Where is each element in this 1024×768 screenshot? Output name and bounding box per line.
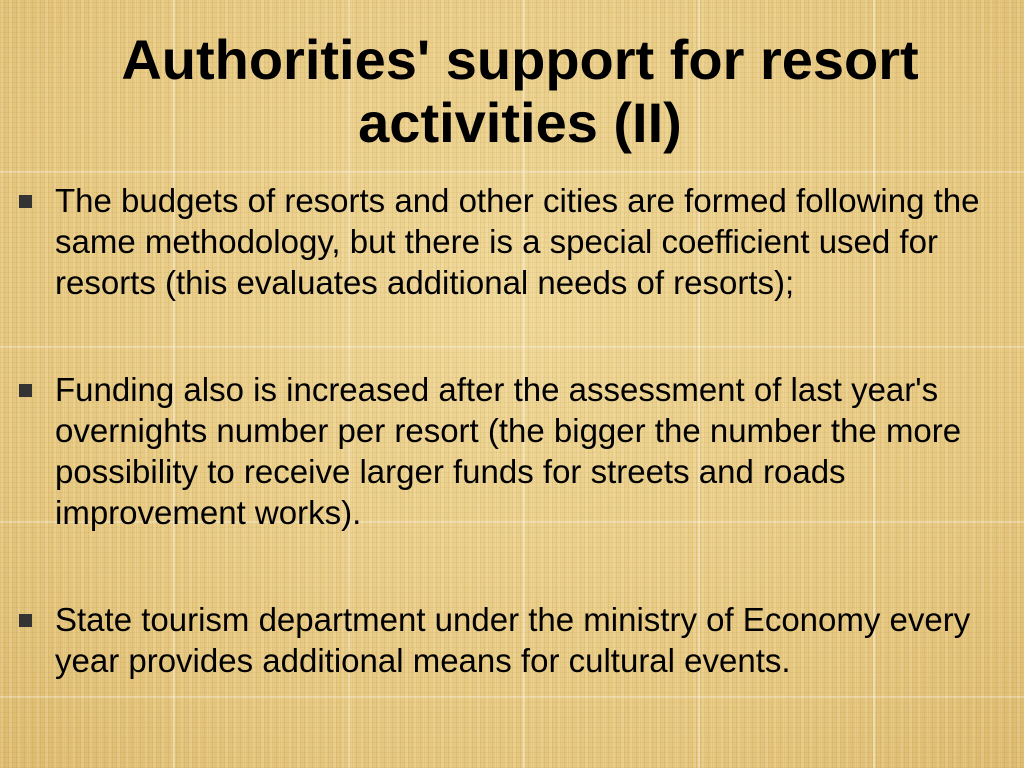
bullet-text: State tourism department under the ministry of Economy every year provides additional means for cultural events.	[55, 601, 971, 679]
square-bullet-icon	[19, 384, 32, 397]
square-bullet-icon	[19, 195, 32, 208]
bullet-item	[0, 369, 1024, 533]
square-bullet-icon	[19, 614, 32, 627]
bullet-item	[0, 180, 1024, 303]
bullet-text: Funding also is increased after the assessment of last year's overnights number per resort (the bigger the number the more possibility to receive larger funds for streets and roads improvement works).	[55, 371, 962, 531]
bullet-list	[0, 180, 1024, 681]
bullet-item	[0, 599, 1024, 681]
slide-title: Authorities' support for resort activities (II)	[121, 28, 919, 154]
bullet-text: The budgets of resorts and other cities are formed following the same methodology, but there is a special coefficient used for resorts (this evaluates additional needs of resorts);	[55, 182, 980, 301]
